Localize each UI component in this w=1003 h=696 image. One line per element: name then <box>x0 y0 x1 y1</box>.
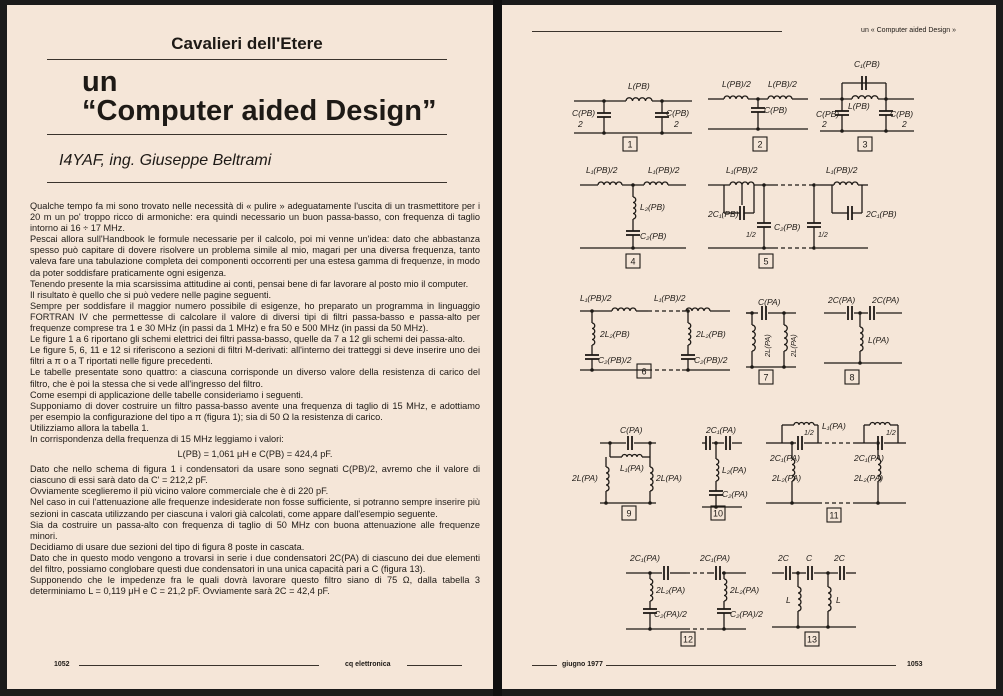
component-label: C₁(PB) <box>854 59 880 69</box>
component-label: 2C <box>778 553 789 563</box>
component-label: C(PA) <box>620 425 643 435</box>
component-label: C₂(PA) <box>722 489 748 499</box>
component-label: L₁(PB)/2 <box>826 165 858 175</box>
title-rule-top <box>47 59 447 60</box>
component-label: C₂(PB) <box>640 231 667 241</box>
footer-rule <box>79 665 319 666</box>
title-rule-bottom <box>47 134 447 135</box>
component-label: L(PB)/2 <box>722 79 751 89</box>
component-label: 2L(PA) <box>656 473 682 483</box>
component-label: 2C₁(PA) <box>854 453 884 463</box>
component-label: L(PA) <box>868 335 890 345</box>
component-label: C₂(PB) <box>774 222 801 232</box>
component-label: C₂(PA)/2 <box>730 609 763 619</box>
figure-3 <box>816 59 914 151</box>
component-label: L₂(PA) <box>722 465 747 475</box>
paragraph: Le figure 1 a 6 riportano gli schemi elettrici dei filtri passa-basso, quelle da 7 a 12 gli schemi dei passa-alto. <box>30 334 466 345</box>
figure-9 <box>571 425 682 520</box>
article-title-line2: “Computer aided Design” <box>82 95 437 127</box>
component-label: L(PB) <box>848 101 870 111</box>
left-page <box>7 5 493 689</box>
figure-number: 4 <box>630 256 636 267</box>
component-label: 2C₁(PB) <box>708 209 739 219</box>
figure-number: 3 <box>862 139 868 150</box>
component-label: 1/2 <box>746 232 756 239</box>
component-label: 2L₂(PB) <box>600 329 630 339</box>
article-body <box>30 201 480 597</box>
component-label: C(PA) <box>758 297 781 307</box>
formula: L(PB) = 1,061 μH e C(PB) = 424,4 pF. <box>177 449 333 460</box>
paragraph: Sempre per soddisfare il maggior numero possibile di esigenze, ho preparato un programma in linguaggio FORTRAN IV che permettesse di calcolare il valore di diversi tipi di filtri passa-basso e passa-alto per frequenze comprese tra 1 e 30 MHz (in passi da 1 MHz) e fra 50 e 500 MHz (in passi da 50 MHz). <box>30 300 480 334</box>
footer-rule <box>532 665 557 666</box>
component-label: 2C₁(PA) <box>700 553 730 563</box>
component-label: 2L(PA) <box>572 473 598 483</box>
component-label: 2C₁(PA) <box>630 553 660 563</box>
paragraph: Le figure 5, 6, 11 e 12 si riferiscono a sezioni di filtri M-derivati: all'interno dei tratteggi si deve inserire uno dei filtri a π o a T riportati nelle figure precedenti. <box>30 345 480 367</box>
component-label: 1/2 <box>804 430 814 437</box>
component-label: L₁(PA) <box>620 463 644 473</box>
figure-number: 1 <box>627 139 633 150</box>
component-label: L(PB) <box>628 81 650 91</box>
component-label: L₁(PB)/2 <box>726 165 758 175</box>
paragraph: Supponiamo di dover costruire un filtro passa-basso avente una frequenza di taglio di 15 MHz, e adottiamo per esempio la configurazione del tipo a π (figura 1); sia di 50 Ω la resistenza di carico. <box>30 400 480 422</box>
component-label: L₂(PB) <box>640 202 665 212</box>
magazine-name: cq elettronica <box>345 661 391 668</box>
component-label: 2L₂(PA) <box>730 585 760 595</box>
component-label: 1/2 <box>886 430 896 437</box>
component-label: L₁(PA) <box>822 421 846 431</box>
paragraph: Qualche tempo fa mi sono trovato nelle necessità di « pulire » adeguatamente l'uscita di un trasmettitore per i 20 m un po' troppo ricco di armoniche: era quindi necessario un buon passa-basso, con frequenza di taglio intorno ai 16 ÷ 17 MHz. <box>30 201 480 234</box>
figure-number: 12 <box>682 634 694 645</box>
component-label: 2 <box>578 119 583 129</box>
paragraph: Tenendo presente la mia scarsissima attitudine ai conti, pensai bene di far lavorare al posto mio il computer. <box>30 278 469 289</box>
figure-number: 5 <box>763 256 769 267</box>
column-title: Cavalieri dell'Etere <box>171 34 323 53</box>
book-gutter <box>493 0 502 696</box>
paragraph: Sia da costruire un passa-alto con frequenza di taglio di 50 MHz con buona attenuazione alle frequenze minori. <box>30 519 480 541</box>
figure-2 <box>708 79 808 151</box>
figure-12 <box>626 553 763 646</box>
figure-number: 9 <box>626 508 632 519</box>
figure-7 <box>746 297 798 384</box>
component-label: 2C(PA) <box>828 295 856 305</box>
figure-number: 8 <box>849 372 855 383</box>
figure-number: 10 <box>712 508 724 519</box>
figure-5 <box>707 165 897 268</box>
paragraph: Utilizziamo allora la tabella 1. <box>30 422 149 433</box>
component-label: C(PB) <box>666 108 690 118</box>
component-label: 2C(PA) <box>872 295 900 305</box>
paragraph: Supponendo che le impedenze fra le quali dovrà lavorare questo filtro siano di 75 Ω, dalla tabella 3 determiniamo L = 0,119 μH e C = 21,2 pF. Ovviamente sarà 2C = 42,4 pF. <box>30 575 480 597</box>
running-head: un « Computer aided Design » <box>861 27 956 34</box>
component-label: 2L₂(PA) <box>772 473 802 483</box>
component-label: 2C₁(PB) <box>866 209 897 219</box>
figure-4 <box>580 165 686 268</box>
paragraph: In corrispondenza della frequenza di 15 MHz leggiamo i valori: <box>30 433 284 444</box>
component-label: L₁(PB)/2 <box>580 293 612 303</box>
figure-6 <box>580 293 730 378</box>
component-label: 2 <box>674 119 679 129</box>
component-label: 2L₂(PA) <box>656 585 686 595</box>
component-label: 2C <box>834 553 845 563</box>
component-label: C₂(PA)/2 <box>654 609 687 619</box>
component-label: 2L₂(PA) <box>854 473 884 483</box>
figure-13 <box>772 553 856 646</box>
footer-rule <box>606 665 896 666</box>
component-label: 2 <box>902 119 907 129</box>
component-label: C(PB) <box>572 108 596 118</box>
component-label: L₁(PB)/2 <box>648 165 680 175</box>
component-label: C(PB) <box>890 109 914 119</box>
page-number-left: 1052 <box>54 661 70 668</box>
component-label: C(PB) <box>816 109 840 119</box>
component-label: 2 <box>822 119 827 129</box>
component-label: C <box>806 553 813 563</box>
paragraph: Il risultato è quello che si può vedere nelle pagine seguenti. <box>30 289 272 300</box>
component-label: L <box>836 595 841 605</box>
paragraph: Dato che nello schema di figura 1 i condensatori da usare sono segnati C(PB)/2, avremo che il valore di ciascuno di essi sarà dato da C' = 212,2 pF. <box>30 464 480 486</box>
figure-10 <box>702 425 748 520</box>
component-label: 2L(PA) <box>763 334 772 357</box>
component-label: L <box>786 595 791 605</box>
component-label: 2L₂(PB) <box>696 329 726 339</box>
figure-8 <box>824 295 902 384</box>
paragraph: Ovviamente sceglieremo il più vicino valore commerciale che è di 220 pF. <box>30 486 329 497</box>
paragraph: Come esempi di applicazione delle tabelle consideriamo i seguenti. <box>30 389 304 400</box>
article-author: I4YAF, ing. Giuseppe Beltrami <box>59 152 272 169</box>
component-label: L₁(PB)/2 <box>654 293 686 303</box>
figure-number: 7 <box>763 372 769 383</box>
component-label: L(PB)/2 <box>768 79 797 89</box>
component-label: 2C₁(PA) <box>706 425 736 435</box>
component-label: C₂(PB)/2 <box>598 355 632 365</box>
component-label: 1/2 <box>818 232 828 239</box>
figure-number: 13 <box>806 634 818 645</box>
article-title-line1: un <box>82 66 118 98</box>
figure-number: 11 <box>829 510 839 521</box>
component-label: 2L(PA) <box>789 334 798 357</box>
paragraph: Le tabelle presentate sono quattro: a ciascuna corrisponde un diverso valore della resistenza di carico del filtro, che è poi la stessa che si vede all'ingresso del filtro. <box>30 367 480 389</box>
paragraph: Nel caso in cui l'attenuazione alle frequenze indesiderate non fosse sufficiente, si potranno sempre inserire più sezioni in cascata utilizzando per ciascuna i valori già calcolati, come appare dall'esempio seguente. <box>30 497 480 519</box>
component-label: C(PB) <box>764 105 788 115</box>
component-label: L₁(PB)/2 <box>586 165 618 175</box>
paragraph: Decidiamo di usare due sezioni del tipo di figura 8 poste in cascata. <box>30 541 305 552</box>
footer-rule <box>407 665 462 666</box>
figure-1 <box>572 81 692 151</box>
author-rule <box>47 182 447 183</box>
filter-schematics <box>502 5 996 689</box>
paragraph: Pescai allora sull'Handbook le formule necessarie per il calcolo, poi mi venne un'idea: dato che abbastanza spesso può capitare di dovere risolvere un problema simile al mio, magari per una diversa frequenza, tanto valeva fare una tabulazione completa dei componenti occorrenti per una estesa gamma di frequenze, in modo da poter soddisfare praticamente ogni esigenza. <box>30 234 480 278</box>
component-label: 2C₁(PA) <box>770 453 800 463</box>
right-page <box>502 5 996 689</box>
paragraph: Dato che in questo modo vengono a trovarsi in serie i due condensatori 2C(PA) di ciascuno dei due elementi del filtro, possiamo conglobare questi due condensatori in una unica capacità pari a C (figura 13). <box>30 552 480 574</box>
component-label: C₂(PB)/2 <box>694 355 728 365</box>
figure-11 <box>766 421 906 522</box>
figure-number: 6 <box>641 366 647 377</box>
figure-number: 2 <box>757 139 763 150</box>
issue-date: giugno 1977 <box>562 661 603 668</box>
page-number-right: 1053 <box>907 661 923 668</box>
